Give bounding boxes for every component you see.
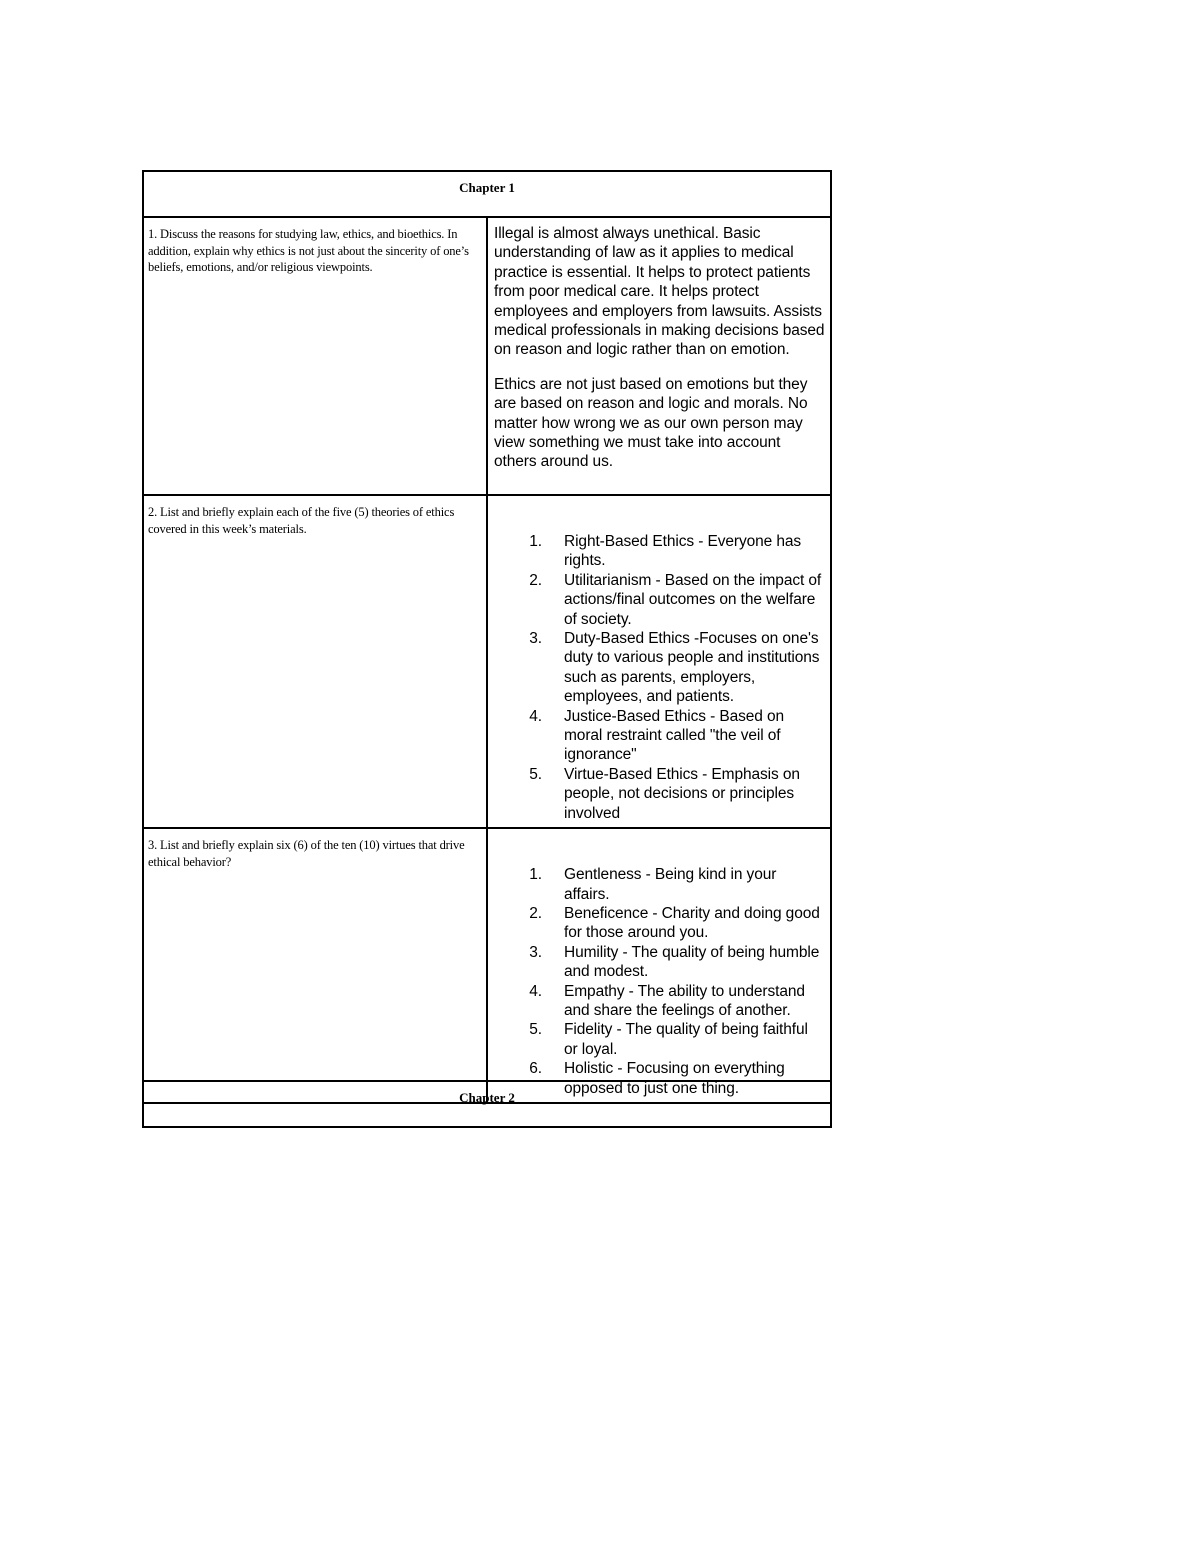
list-item-text: Gentleness - Being kind in your affairs. — [564, 866, 777, 903]
list-item-text: Beneficence - Charity and doing good for those around you. — [564, 904, 820, 942]
list-item-number: 5. — [529, 1021, 542, 1039]
list-item — [494, 765, 825, 823]
list-item-text: Justice-Based Ethics - Based on moral restraint called "the veil of ignorance" — [564, 707, 785, 764]
list-item-text: Duty-Based Ethics -Focuses on one's duty to various people and institutions such as parents, employers, employees, and patients. — [564, 630, 820, 706]
list-item-number: 3. — [529, 630, 542, 648]
list-item-text: Virtue-Based Ethics - Emphasis on people, not decisions or principles involved — [564, 765, 800, 822]
list-item-number: 1. — [529, 533, 542, 550]
list-item — [494, 629, 825, 707]
list-item — [494, 1020, 825, 1059]
list-item-text: Empathy - The ability to understand and share the feelings of another. — [564, 982, 805, 1019]
list-item-number: 4. — [529, 982, 542, 1000]
list-item-number: 2. — [529, 904, 542, 922]
list-item — [494, 982, 825, 1021]
list-item-number: 1. — [529, 866, 542, 884]
list-item — [494, 865, 825, 904]
list-item — [494, 943, 825, 982]
chapter-2-title-cell — [143, 1081, 831, 1127]
question-row-1 — [143, 217, 831, 495]
list-item-text: Utilitarianism - Based on the impact of actions/final outcomes on the welfare of society. — [564, 571, 822, 628]
answer-1-paragraph-2: Ethics are not just based on emotions but they are based on reason and logic and morals. No matter how wrong we as our own person may view something we must take into account others around us. — [494, 375, 808, 471]
chapter-2-title: Chapter 2 — [459, 1090, 515, 1105]
list-item-number: 6. — [529, 1060, 542, 1078]
list-item-text: Holistic - Focusing on everything opposed to just one thing. — [564, 1060, 785, 1097]
list-item-number: 4. — [529, 707, 542, 725]
list-item — [494, 904, 825, 943]
virtues-list — [494, 865, 825, 1098]
list-item-number: 5. — [529, 765, 542, 783]
ethics-theories-list — [494, 532, 825, 823]
question-3-cell: 3. List and briefly explain six (6) of the ten (10) virtues that drive ethical behavior? — [143, 828, 487, 1103]
list-item — [494, 707, 825, 765]
question-row-3 — [143, 828, 831, 1103]
answer-1-cell — [487, 217, 831, 495]
list-item — [494, 571, 825, 629]
chapter-1-table — [142, 170, 832, 1104]
list-item-text: Right-Based Ethics - Everyone has rights. — [564, 533, 802, 570]
question-row-2 — [143, 495, 831, 828]
question-1-cell: 1. Discuss the reasons for studying law, ethics, and bioethics. In addition, explain why ethics is not just about the sincerity of one’s beliefs, emotions, and/or religious viewpoints. — [143, 217, 487, 495]
answer-3-cell — [487, 828, 831, 1103]
list-item — [494, 532, 825, 571]
question-2-cell: 2. List and briefly explain each of the five (5) theories of ethics covered in this week’s materials. — [143, 495, 487, 828]
answer-1-paragraph-1: Illegal is almost always unethical. Basic understanding of law as it applies to medical practice is essential. It helps to protect patients from poor medical care. It helps protect employees and employers from lawsuits. Assists medical professionals in making decisions based on reason and logic rather than on emotion. — [494, 225, 825, 359]
chapter-2-header-row — [143, 1081, 831, 1127]
answer-2-cell — [487, 495, 831, 828]
list-item-text: Humility - The quality of being humble and modest. — [564, 943, 820, 981]
list-item-text: Fidelity - The quality of being faithful or loyal. — [564, 1021, 808, 1058]
chapter-1-header-row — [143, 171, 831, 217]
chapter-1-title-cell — [143, 171, 831, 217]
chapter-2-table — [142, 1080, 832, 1128]
list-item-number: 2. — [529, 571, 542, 589]
list-item-number: 3. — [529, 943, 542, 961]
chapter-1-title: Chapter 1 — [459, 180, 515, 195]
